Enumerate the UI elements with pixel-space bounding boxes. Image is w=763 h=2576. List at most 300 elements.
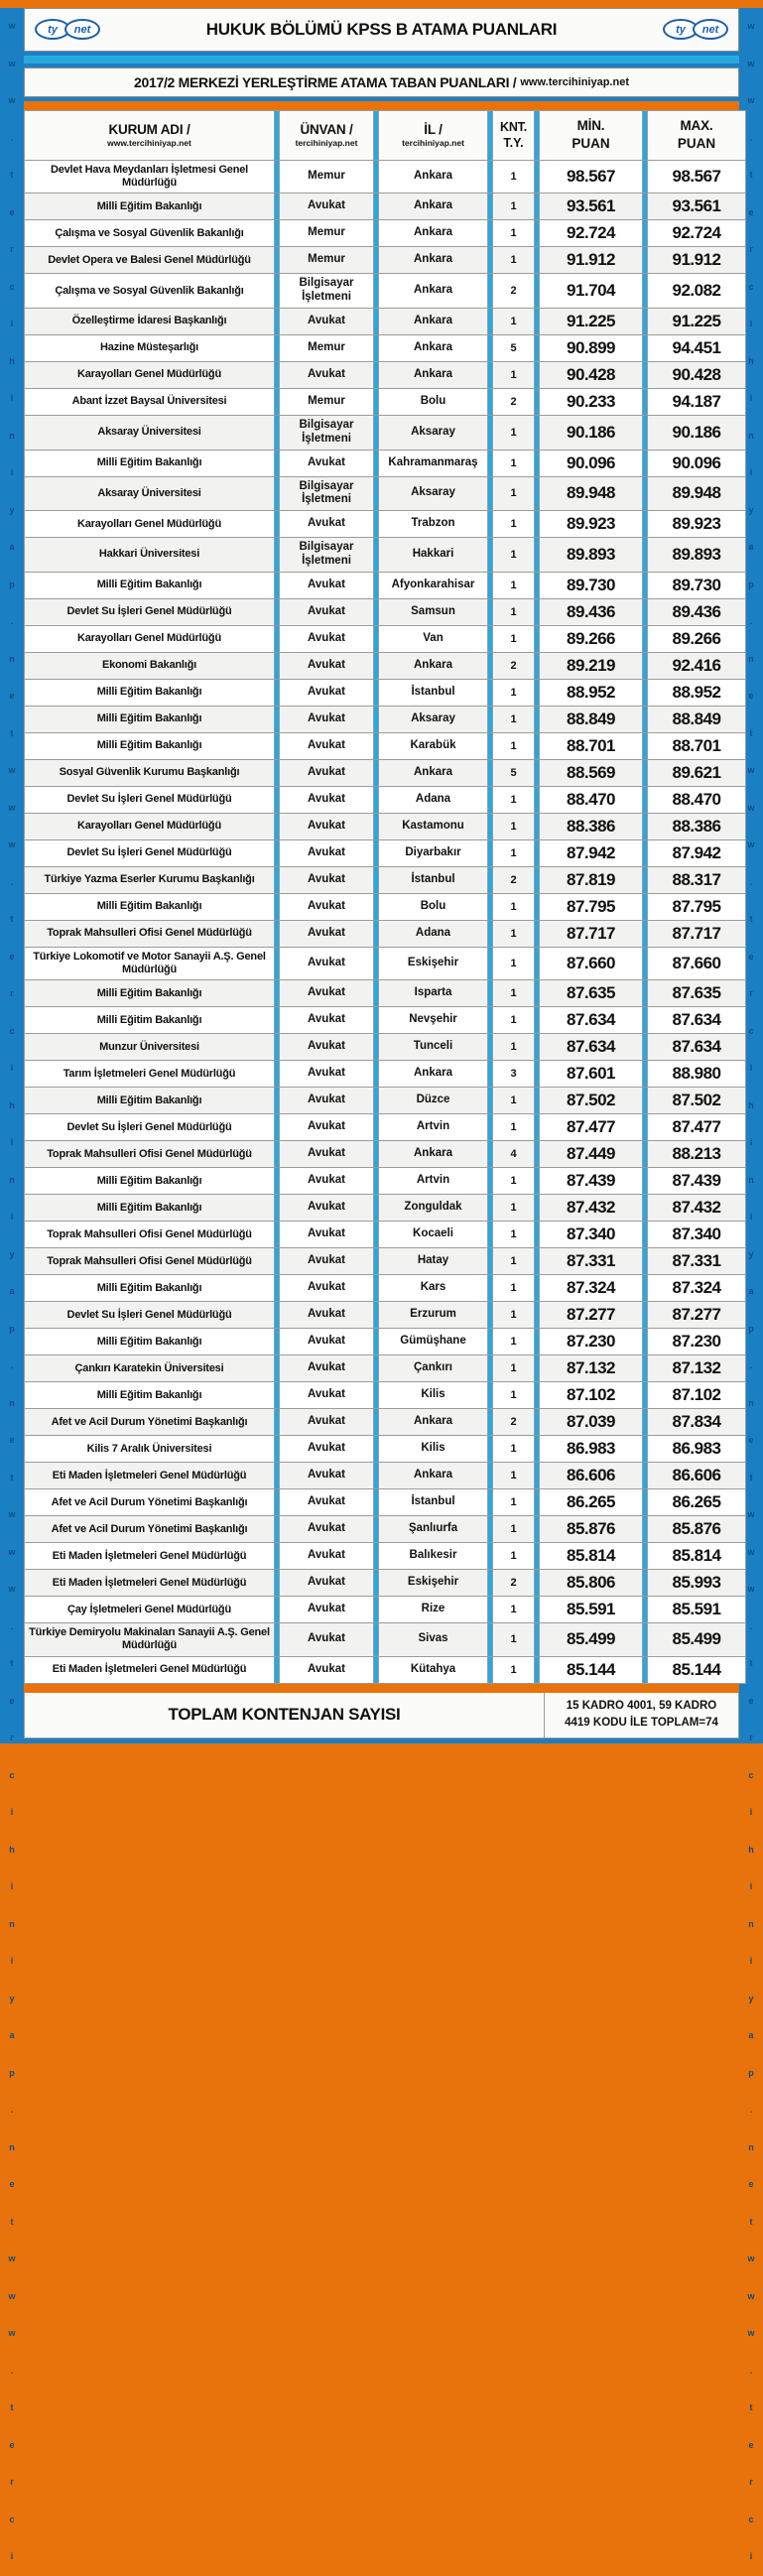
cell-unvan: Avukat: [280, 1329, 374, 1355]
cell-knt: 1: [493, 1222, 535, 1248]
table-row[interactable]: [25, 161, 746, 193]
col-header-unvan-sub: tercihiniyap.net: [295, 138, 358, 149]
cell-max-puan: 87.717: [648, 920, 746, 947]
col-header-min-puan: [540, 111, 643, 161]
cell-max-puan: 86.983: [648, 1436, 746, 1463]
table-row[interactable]: [25, 947, 746, 979]
table-row[interactable]: [25, 866, 746, 893]
cell-knt: 1: [493, 980, 535, 1007]
table-row[interactable]: [25, 706, 746, 732]
cell-min-puan: 91.704: [540, 274, 643, 309]
cell-max-puan: 87.634: [648, 1007, 746, 1034]
cell-max-puan: 87.634: [648, 1034, 746, 1061]
cell-il: Kahramanmaraş: [379, 450, 488, 476]
watermark-char: i: [749, 1212, 753, 1222]
table-row[interactable]: [25, 511, 746, 538]
col-header-il: [379, 111, 488, 161]
cell-min-puan: 91.225: [540, 308, 643, 334]
cell-unvan: Avukat: [280, 1168, 374, 1195]
cell-knt: 1: [493, 1168, 535, 1195]
table-row[interactable]: [25, 813, 746, 839]
col-header-il-title: İL /: [424, 121, 443, 137]
table-row[interactable]: [25, 598, 746, 625]
cell-unvan: Avukat: [280, 1543, 374, 1570]
table-row[interactable]: [25, 1623, 746, 1656]
table-row[interactable]: [25, 193, 746, 220]
table-row[interactable]: [25, 1409, 746, 1436]
watermark-char: .: [10, 132, 14, 143]
watermark-char: i: [10, 1956, 14, 1966]
cell-knt: 2: [493, 1409, 535, 1436]
title-bar: [24, 8, 739, 52]
cell-min-puan: 88.386: [540, 813, 643, 839]
cell-knt: 1: [493, 1275, 535, 1302]
table-row[interactable]: [25, 308, 746, 334]
cell-kurum: Milli Eğitim Bakanlığı: [25, 679, 275, 706]
blue-frame: [0, 8, 763, 2561]
cell-min-puan: 85.876: [540, 1516, 643, 1543]
table-row[interactable]: [25, 415, 746, 450]
cell-unvan: Memur: [280, 388, 374, 415]
cell-unvan: Avukat: [280, 759, 374, 786]
table-row[interactable]: [25, 1516, 746, 1543]
watermark-char: i: [749, 1137, 753, 1147]
watermark-char: w: [747, 1584, 755, 1594]
cell-il: İstanbul: [379, 679, 488, 706]
footer-line-1: 15 KADRO 4001, 59 KADRO: [566, 1699, 717, 1712]
subtitle-main-text: 2017/2 MERKEZİ YERLEŞTİRME ATAMA TABAN PUANLARI /: [134, 74, 517, 90]
cell-min-puan: 93.561: [540, 193, 643, 220]
cell-unvan: Avukat: [280, 572, 374, 598]
table-row[interactable]: [25, 1597, 746, 1623]
cell-unvan: Avukat: [280, 450, 374, 476]
cell-il: Isparta: [379, 980, 488, 1007]
cell-max-puan: 89.266: [648, 625, 746, 652]
cell-min-puan: 87.634: [540, 1034, 643, 1061]
cell-max-puan: 87.277: [648, 1302, 746, 1329]
cell-knt: 1: [493, 450, 535, 476]
cell-max-puan: 94.451: [648, 334, 746, 361]
cell-unvan: Avukat: [280, 652, 374, 679]
table-row[interactable]: [25, 334, 746, 361]
watermark-char: a: [9, 2030, 15, 2040]
watermark-char: c: [9, 2513, 15, 2524]
cell-knt: 1: [493, 706, 535, 732]
table-row[interactable]: [25, 920, 746, 947]
watermark-char: h: [748, 1844, 754, 1855]
cell-il: Aksaray: [379, 706, 488, 732]
table-row[interactable]: [25, 1034, 746, 1061]
watermark-char: e: [9, 951, 15, 962]
table-row[interactable]: [25, 572, 746, 598]
cell-il: Kocaeli: [379, 1222, 488, 1248]
cell-il: Karabük: [379, 732, 488, 759]
table-row[interactable]: [25, 1088, 746, 1114]
col-header-max-puan: [648, 111, 746, 161]
table-row[interactable]: [25, 1248, 746, 1275]
table-row[interactable]: [25, 652, 746, 679]
table-row[interactable]: [25, 1114, 746, 1141]
cell-kurum: Sosyal Güvenlik Kurumu Başkanlığı: [25, 759, 275, 786]
table-row[interactable]: [25, 1489, 746, 1516]
cell-knt: 1: [493, 361, 535, 388]
table-row[interactable]: [25, 1656, 746, 1683]
table-row[interactable]: [25, 1195, 746, 1222]
cell-max-puan: 89.948: [648, 476, 746, 511]
watermark-char: w: [8, 21, 16, 31]
cell-knt: 1: [493, 732, 535, 759]
cell-unvan: Avukat: [280, 1656, 374, 1683]
watermark-char: n: [748, 1918, 754, 1929]
logo-right-icon: [663, 18, 728, 42]
table-row[interactable]: [25, 1141, 746, 1168]
cell-il: Kilis: [379, 1382, 488, 1409]
watermark-char: i: [749, 1807, 753, 1817]
watermark-char: r: [749, 988, 753, 998]
cell-kurum: Milli Eğitim Bakanlığı: [25, 1382, 275, 1409]
cell-il: Eskişehir: [379, 1570, 488, 1597]
watermark-char: i: [10, 1212, 14, 1222]
cell-kurum: Eti Maden İşletmeleri Genel Müdürlüğü: [25, 1656, 275, 1683]
cell-il: Çankırı: [379, 1355, 488, 1382]
watermark-char: n: [748, 1174, 754, 1185]
cell-kurum: Karayolları Genel Müdürlüğü: [25, 813, 275, 839]
cell-max-puan: 85.499: [648, 1623, 746, 1656]
watermark-char: w: [8, 2328, 16, 2338]
table-row[interactable]: [25, 1463, 746, 1489]
watermark-char: y: [748, 1993, 754, 2003]
orange-divider-top: [24, 101, 739, 110]
cell-il: Bolu: [379, 388, 488, 415]
watermark-char: i: [10, 467, 14, 477]
cell-kurum: Milli Eğitim Bakanlığı: [25, 450, 275, 476]
cell-min-puan: 85.144: [540, 1656, 643, 1683]
watermark-char: e: [748, 1435, 754, 1445]
watermark-char: t: [749, 1472, 753, 1482]
watermark-char: w: [747, 839, 755, 849]
watermark-char: y: [9, 1248, 15, 1259]
cell-kurum: Milli Eğitim Bakanlığı: [25, 193, 275, 220]
cell-unvan: Avukat: [280, 679, 374, 706]
cell-kurum: Türkiye Yazma Eserler Kurumu Başkanlığı: [25, 866, 275, 893]
table-row[interactable]: [25, 1061, 746, 1088]
cell-kurum: Ekonomi Bakanlığı: [25, 652, 275, 679]
cell-unvan: Avukat: [280, 308, 374, 334]
cell-knt: 1: [493, 1195, 535, 1222]
cell-knt: 1: [493, 1656, 535, 1683]
watermark-char: t: [749, 727, 753, 738]
cell-knt: 2: [493, 866, 535, 893]
cell-kurum: Çay İşletmeleri Genel Müdürlüğü: [25, 1597, 275, 1623]
atama-puanlari-table: [24, 110, 746, 1684]
cell-il: Afyonkarahisar: [379, 572, 488, 598]
watermark-char: n: [9, 430, 15, 441]
watermark-char: t: [749, 1658, 753, 1668]
cell-kurum: Hazine Müsteşarlığı: [25, 334, 275, 361]
cell-unvan: Avukat: [280, 511, 374, 538]
watermark-char: p: [748, 579, 754, 589]
cell-unvan: Avukat: [280, 866, 374, 893]
cell-il: Balıkesir: [379, 1543, 488, 1570]
watermark-char: w: [747, 95, 755, 105]
cell-unvan: Avukat: [280, 1195, 374, 1222]
watermark-char: p: [9, 2067, 15, 2078]
watermark-char: t: [10, 2402, 14, 2412]
cell-min-puan: 90.233: [540, 388, 643, 415]
table-row[interactable]: [25, 732, 746, 759]
col-header-kurum-sub: www.tercihiniyap.net: [107, 138, 191, 149]
watermark-char: a: [748, 542, 754, 552]
table-row[interactable]: [25, 1382, 746, 1409]
cell-min-puan: 87.102: [540, 1382, 643, 1409]
cell-knt: 2: [493, 1570, 535, 1597]
cell-unvan: Avukat: [280, 813, 374, 839]
cell-il: Adana: [379, 920, 488, 947]
cell-knt: 1: [493, 476, 535, 511]
watermark-char: r: [749, 244, 753, 254]
cell-knt: 2: [493, 274, 535, 309]
cell-unvan: Avukat: [280, 598, 374, 625]
cell-il: Bolu: [379, 893, 488, 920]
watermark-char: i: [10, 2551, 14, 2561]
watermark-char: e: [9, 1695, 15, 1706]
cell-knt: 1: [493, 839, 535, 866]
cell-unvan: Avukat: [280, 706, 374, 732]
cell-max-puan: 89.730: [648, 572, 746, 598]
cell-kurum: Çalışma ve Sosyal Güvenlik Bakanlığı: [25, 274, 275, 309]
table-row[interactable]: [25, 538, 746, 573]
cell-min-puan: 86.265: [540, 1489, 643, 1516]
cell-kurum: Afet ve Acil Durum Yönetimi Başkanlığı: [25, 1489, 275, 1516]
watermark-char: i: [749, 467, 753, 477]
watermark-char: i: [10, 1137, 14, 1147]
table-row[interactable]: [25, 388, 746, 415]
cell-knt: 1: [493, 415, 535, 450]
table-row[interactable]: [25, 1222, 746, 1248]
table-row[interactable]: [25, 980, 746, 1007]
cell-knt: 1: [493, 1597, 535, 1623]
cell-knt: 1: [493, 193, 535, 220]
cell-min-puan: 91.912: [540, 247, 643, 274]
watermark-char: c: [748, 281, 754, 292]
table-row[interactable]: [25, 1543, 746, 1570]
table-row[interactable]: [25, 361, 746, 388]
table-row[interactable]: [25, 274, 746, 309]
watermark-char: e: [9, 2439, 15, 2450]
cell-knt: 1: [493, 538, 535, 573]
cell-min-puan: 90.428: [540, 361, 643, 388]
cell-max-puan: 87.132: [648, 1355, 746, 1382]
table-row[interactable]: [25, 839, 746, 866]
cell-unvan: Bilgisayar İşletmeni: [280, 415, 374, 450]
col-header-knt-title: KNT.: [500, 119, 527, 134]
table-row[interactable]: [25, 450, 746, 476]
cell-unvan: Memur: [280, 161, 374, 193]
table-row[interactable]: [25, 679, 746, 706]
table-row[interactable]: [25, 247, 746, 274]
cell-il: Ankara: [379, 308, 488, 334]
watermark-char: i: [10, 393, 14, 403]
cell-kurum: Devlet Su İşleri Genel Müdürlüğü: [25, 1114, 275, 1141]
cell-min-puan: 98.567: [540, 161, 643, 193]
cell-il: Düzce: [379, 1088, 488, 1114]
cell-max-puan: 87.230: [648, 1329, 746, 1355]
table-row[interactable]: [25, 220, 746, 247]
cell-unvan: Memur: [280, 220, 374, 247]
watermark-char: .: [749, 616, 753, 626]
cell-unvan: Avukat: [280, 980, 374, 1007]
watermark-char: i: [749, 393, 753, 403]
table-row[interactable]: [25, 1302, 746, 1329]
cell-max-puan: 89.436: [648, 598, 746, 625]
cell-knt: 1: [493, 1436, 535, 1463]
watermark-char: a: [748, 1286, 754, 1296]
watermark-char: .: [749, 2105, 753, 2115]
table-row[interactable]: [25, 476, 746, 511]
table-row[interactable]: [25, 1007, 746, 1034]
cell-kurum: Toprak Mahsulleri Ofisi Genel Müdürlüğü: [25, 1141, 275, 1168]
cell-max-puan: 98.567: [648, 161, 746, 193]
table-row[interactable]: [25, 759, 746, 786]
col-header-knt: [493, 111, 535, 161]
cell-unvan: Avukat: [280, 732, 374, 759]
cell-unvan: Avukat: [280, 839, 374, 866]
watermark-char: t: [10, 170, 14, 180]
cell-max-puan: 87.432: [648, 1195, 746, 1222]
cell-il: Ankara: [379, 220, 488, 247]
table-row[interactable]: [25, 625, 746, 652]
watermark-char: e: [9, 691, 15, 701]
cell-kurum: Devlet Su İşleri Genel Müdürlüğü: [25, 786, 275, 813]
watermark-char: r: [10, 244, 14, 254]
cell-max-puan: 88.470: [648, 786, 746, 813]
watermark-char: h: [9, 1099, 15, 1110]
cell-knt: 1: [493, 1088, 535, 1114]
cell-unvan: Avukat: [280, 947, 374, 979]
cell-kurum: Milli Eğitim Bakanlığı: [25, 1007, 275, 1034]
cell-knt: 1: [493, 813, 535, 839]
watermark-char: w: [8, 802, 16, 813]
logo-net-text: net: [64, 19, 100, 40]
watermark-char: h: [9, 355, 15, 366]
watermark-char: w: [8, 1509, 16, 1519]
cell-min-puan: 89.893: [540, 538, 643, 573]
table-row[interactable]: [25, 1329, 746, 1355]
cell-unvan: Bilgisayar İşletmeni: [280, 274, 374, 309]
col-header-kurum: [25, 111, 275, 161]
cell-kurum: Milli Eğitim Bakanlığı: [25, 1168, 275, 1195]
cell-il: Ankara: [379, 274, 488, 309]
cell-il: Artvin: [379, 1114, 488, 1141]
watermark-char: w: [8, 1546, 16, 1557]
cell-kurum: Eti Maden İşletmeleri Genel Müdürlüğü: [25, 1570, 275, 1597]
watermark-char: t: [10, 727, 14, 738]
cell-kurum: Eti Maden İşletmeleri Genel Müdürlüğü: [25, 1543, 275, 1570]
cell-knt: 2: [493, 652, 535, 679]
cell-il: Eskişehir: [379, 947, 488, 979]
cell-knt: 1: [493, 893, 535, 920]
watermark-char: e: [9, 206, 15, 217]
cell-knt: 1: [493, 1034, 535, 1061]
watermark-char: w: [8, 58, 16, 68]
cell-min-puan: 89.923: [540, 511, 643, 538]
cell-unvan: Avukat: [280, 1516, 374, 1543]
watermark-char: n: [748, 430, 754, 441]
cell-max-puan: 88.980: [648, 1061, 746, 1088]
watermark-char: w: [747, 2254, 755, 2263]
cell-il: Adana: [379, 786, 488, 813]
cell-max-puan: 91.912: [648, 247, 746, 274]
table-row[interactable]: [25, 1570, 746, 1597]
cell-max-puan: 92.082: [648, 274, 746, 309]
cell-knt: 1: [493, 947, 535, 979]
bottom-blue-pad: [24, 1739, 739, 1743]
cell-min-puan: 88.952: [540, 679, 643, 706]
table-row[interactable]: [25, 1355, 746, 1382]
cell-unvan: Avukat: [280, 193, 374, 220]
table-row[interactable]: [25, 893, 746, 920]
watermark-char: i: [10, 319, 14, 328]
table-row[interactable]: [25, 1436, 746, 1463]
cell-il: Tunceli: [379, 1034, 488, 1061]
watermark-char: t: [749, 2216, 753, 2227]
cell-max-puan: 88.317: [648, 866, 746, 893]
cell-il: Hakkari: [379, 538, 488, 573]
cell-min-puan: 87.132: [540, 1355, 643, 1382]
watermark-char: n: [748, 653, 754, 664]
cell-max-puan: 89.621: [648, 759, 746, 786]
watermark-char: w: [747, 1546, 755, 1557]
logo-net-text-2: net: [693, 19, 728, 40]
table-row[interactable]: [25, 1168, 746, 1195]
watermark-char: n: [748, 1397, 754, 1408]
cell-min-puan: 87.277: [540, 1302, 643, 1329]
cell-kurum: Karayolları Genel Müdürlüğü: [25, 625, 275, 652]
cell-il: Aksaray: [379, 415, 488, 450]
col-header-min-sub: PUAN: [572, 136, 610, 152]
cell-min-puan: 89.219: [540, 652, 643, 679]
watermark-char: e: [748, 2439, 754, 2450]
watermark-char: i: [10, 1807, 14, 1817]
cell-kurum: Afet ve Acil Durum Yönetimi Başkanlığı: [25, 1516, 275, 1543]
cell-il: Ankara: [379, 361, 488, 388]
table-row[interactable]: [25, 786, 746, 813]
watermark-char: n: [748, 2141, 754, 2152]
watermark-char: t: [749, 170, 753, 180]
cell-il: Ankara: [379, 1141, 488, 1168]
cell-unvan: Avukat: [280, 1141, 374, 1168]
orange-divider-bottom: [24, 1684, 739, 1693]
cell-kurum: Milli Eğitim Bakanlığı: [25, 980, 275, 1007]
cell-knt: 5: [493, 759, 535, 786]
cell-unvan: Avukat: [280, 625, 374, 652]
watermark-char: w: [747, 21, 755, 31]
cell-knt: 1: [493, 1114, 535, 1141]
watermark-char: a: [9, 542, 15, 552]
col-header-knt-sub: T.Y.: [503, 136, 524, 151]
cell-unvan: Avukat: [280, 1463, 374, 1489]
cell-knt: 1: [493, 920, 535, 947]
table-row[interactable]: [25, 1275, 746, 1302]
watermark-char: a: [9, 1286, 15, 1296]
watermark-char: w: [8, 2290, 16, 2301]
watermark-char: .: [749, 1360, 753, 1370]
watermark-char: w: [8, 95, 16, 105]
cell-unvan: Avukat: [280, 1275, 374, 1302]
watermark-char: w: [8, 2254, 16, 2263]
cell-kurum: Aksaray Üniversitesi: [25, 415, 275, 450]
cell-max-puan: 89.923: [648, 511, 746, 538]
